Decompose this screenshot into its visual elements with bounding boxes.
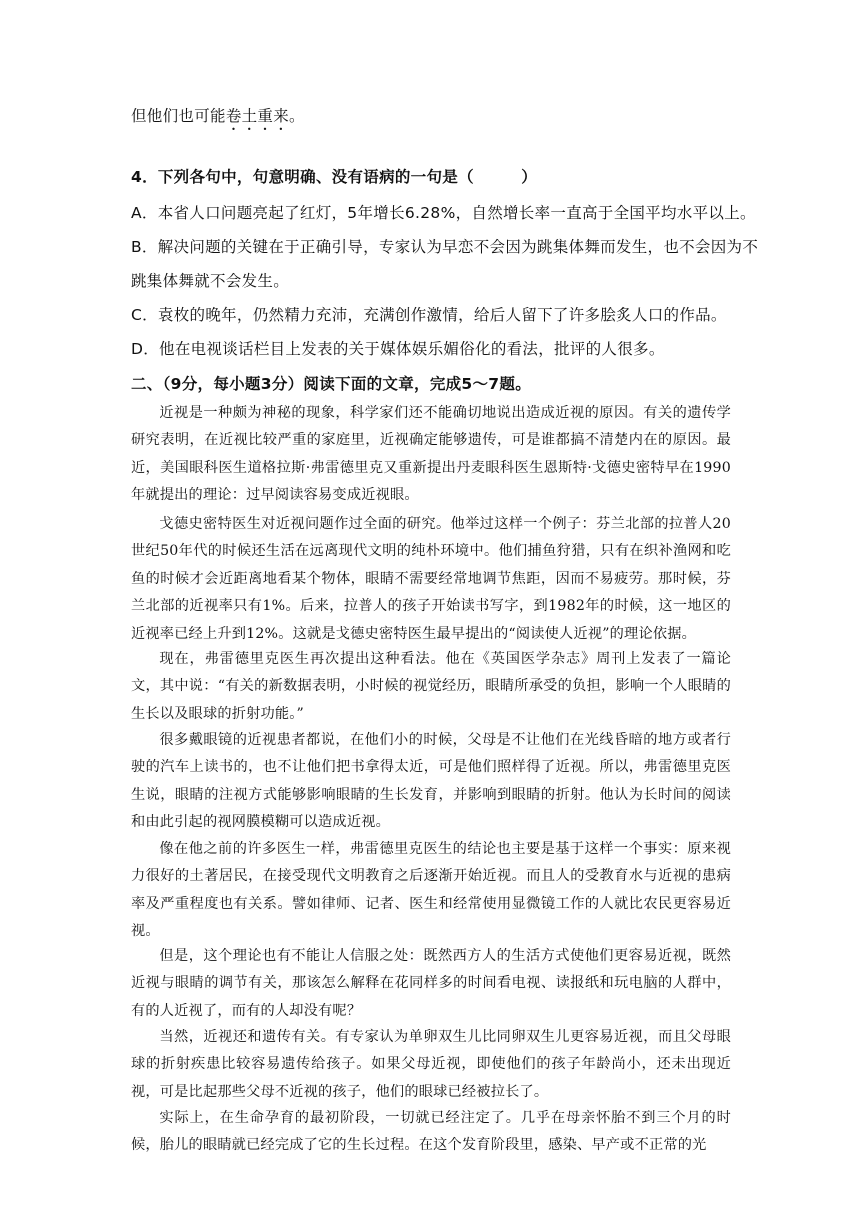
passage-paragraph: 很多戴眼镜的近视患者都说，在他们小的时候，父母是不让他们在光线昏暗的地方或者行驶的汽车上读书的，也不让他们把书拿得太近，可是他们照样得了近视。所以，弗雷德里克医生说，眼睛的注视方式能够影响眼睛的生长发育，并影响到眼睛的折射。他认为长时间的阅读和由此引起的视网膜模糊可以造成近视。 (131, 732, 731, 831)
question-4-stem: 4．下列各句中，句意明确、没有语病的一句是（ ） (131, 168, 538, 186)
section-2-heading: 二、（9分，每小题3分）阅读下面的文章，完成5～7题。 (131, 375, 531, 393)
option-b-continued: 跳集体舞就不会发生。 (131, 272, 290, 290)
continuation-line (131, 104, 305, 134)
option-c: C．袁枚的晚年，仍然精力充沛，充满创作激情，给后人留下了许多脍炙人口的作品。 (131, 306, 727, 324)
option-d: D．他在电视谈话栏目上发表的关于媒体娱乐媚俗化的看法，批评的人很多。 (131, 340, 665, 358)
passage-paragraph: 实际上，在生命孕育的最初阶段，一切就已经注定了。几乎在母亲怀胎不到三个月的时候，胎儿的眼睛就已经完成了它的生长过程。在这个发育阶段里，感染、早产或不正常的光 (131, 1110, 731, 1154)
passage-paragraph: 现在，弗雷德里克医生再次提出这种看法。他在《英国医学杂志》周刊上发表了一篇论文，其中说：“有关的新数据表明，小时候的视觉经历，眼睛所承受的负担，影响一个人眼睛的生长以及眼球的折射功能。” (131, 651, 731, 722)
passage-paragraph: 像在他之前的许多医生一样，弗雷德里克医生的结论也主要是基于这样一个事实：原来视力很好的土著居民，在接受现代文明教育之后逐渐开始近视。而且人的受教育水与近视的患病率及严重程度也有关系。譬如律师、记者、医生和经常使用显微镜工作的人就比农民更容易近视。 (131, 841, 731, 940)
passage-paragraph: 近视是一种颇为神秘的现象，科学家们还不能确切地说出造成近视的原因。有关的遗传学研究表明，在近视比较严重的家庭里，近视确定能够遗传，可是谁都搞不清楚内在的原因。最近，美国眼科医生道格拉斯·弗雷德里克又重新提出丹麦眼科医生恩斯特·戈德史密特早在1990年就提出的理论：过早阅读容易变成近视眼。 (131, 405, 731, 504)
option-a: A．本省人口问题亮起了红灯，5年增长6.28%，自然增长率一直高于全国平均水平以上。 (131, 204, 756, 222)
emphasized-phrase: 卷土重来 (225, 107, 290, 125)
option-b: B．解决问题的关键在于正确引导，专家认为早恋不会因为跳集体舞而发生，也不会因为不 (131, 238, 759, 256)
passage-paragraph: 但是，这个理论也有不能让人信服之处：既然西方人的生活方式使他们更容易近视，既然近视与眼睛的调节有关，那该怎么解释在花同样多的时间看电视、读报纸和玩电脑的人群中，有的人近视了，而有的人却没有呢？ (131, 948, 731, 1019)
passage-paragraph: 当然，近视还和遗传有关。有专家认为单卵双生儿比同卵双生儿更容易近视，而且父母眼球的折射疾患比较容易遗传给孩子。如果父母近视，即使他们的孩子年龄尚小，还未出现近视，可是比起那些父母不近视的孩子，他们的眼球已经被拉长了。 (131, 1029, 731, 1100)
continuation-text-after: 。 (289, 107, 305, 125)
passage-paragraph: 戈德史密特医生对近视问题作过全面的研究。他举过这样一个例子：芬兰北部的拉普人20世纪50年代的时候还生活在远离现代文明的纯朴环境中。他们捕鱼狩猎，只有在织补渔网和吃鱼的时候才会近距离地看某个物体，眼睛不需要经常地调节焦距，因而不易疲劳。那时候，芬兰北部的近视率只有1%。后来，拉普人的孩子开始读书写字，到1982年的时候，这一地区的近视率已经上升到12%。这就是戈德史密特医生最早提出的“阅读使人近视”的理论依据。 (131, 516, 731, 642)
continuation-text-before: 但他们也可能 (131, 107, 226, 125)
